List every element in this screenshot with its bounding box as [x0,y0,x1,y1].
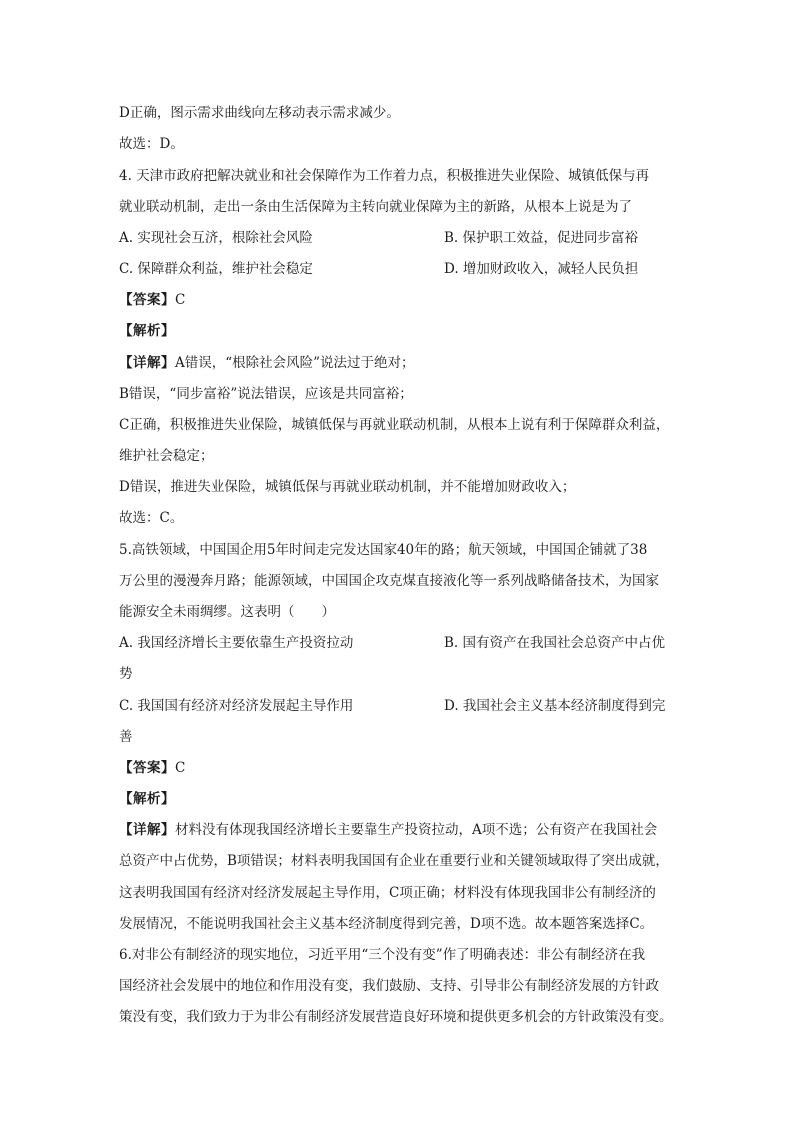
q5-answer-tag: 【答案】 [119,760,175,776]
q5-answer-value: C [175,760,186,776]
q5-answer-line [119,759,185,777]
q5-detail-line-2: 总资产中占优势，B项错误；材料表明我国国有企业在重要行业和关键领域取得了突出成就， [119,853,669,869]
q6-stem-line-1: 6.对非公有制经济的现实地位，习近平用“三个没有变”作了明确表述：非公有制经济在我 [119,947,646,963]
q5-detail-line-4: 发展情况，不能说明我国社会主义基本经济制度得到完善，D项不选。故本题答案选择C。 [119,916,654,932]
q4-detail-line-1 [119,354,415,372]
q5-option-c: C. 我国国有经济对经济发展起主导作用 [119,698,354,714]
q4-conclusion: 故选：C。 [119,510,184,526]
q5-stem-line-1: 5.高铁领域，中国国企用5年时间走完发达国家40年的路；航天领域，中国国企铺就了38 [119,542,648,558]
q5-option-d-line-1: D. 我国社会主义基本经济制度得到完 [444,698,666,714]
q5-stem-line-2: 万公里的漫漫奔月路；能源领域，中国国企攻克煤直接液化等一系列战略储备技术，为国家 [119,573,659,589]
q4-answer-value: C [175,292,186,308]
q4-detail-text-1: A错误，“根除社会风险”说法过于绝对； [175,355,415,371]
q5-detail-line-1 [119,821,657,839]
q4-option-c: C. 保障群众利益，维护社会稳定 [119,261,313,277]
q4-detail-line-2: B错误，“同步富裕”说法错误，应该是共同富裕； [119,386,413,402]
q4-stem-line-2: 就业联动机制，走出一条由生活保障为主转向就业保障为主的新路，从根本上说是为了 [119,199,632,215]
q4-answer-line [119,291,185,309]
q5-detail-line-3: 这表明我国国有经济对经济发展起主导作用，C项正确；材料没有体现我国非公有制经济的 [119,885,656,901]
q5-analysis-tag: 【解析】 [119,791,175,807]
intro-line-2: 故选：D。 [119,136,184,152]
q5-stem-line-3: 能源安全未雨绸缪。这表明（ ） [119,604,335,620]
q5-option-b-line-2: 势 [119,666,133,682]
intro-line-1: D正确，图示需求曲线向左移动表示需求减少。 [119,105,400,121]
q5-detail-tag: 【详解】 [119,822,175,838]
q4-stem-line-1: 4. 天津市政府把解决就业和社会保障作为工作着力点，积极推进失业保险、城镇低保与再 [119,168,650,184]
q5-option-b-line-1: B. 国有资产在我国社会总资产中占优 [444,635,666,651]
q4-detail-line-5: D错误，推进失业保险，城镇低保与再就业联动机制，并不能增加财政收入； [119,479,576,495]
q4-detail-line-4: 维护社会稳定； [119,448,214,464]
q4-option-d: D. 增加财政收入，减轻人民负担 [444,261,639,277]
q5-detail-text-1: 材料没有体现我国经济增长主要靠生产投资拉动，A项不选；公有资产在我国社会 [175,822,658,838]
q4-detail-tag: 【详解】 [119,355,175,371]
q4-analysis-tag: 【解析】 [119,323,175,339]
q4-option-a: A. 实现社会互济，根除社会风险 [119,230,313,246]
q6-stem-line-3: 策没有变，我们致力于为非公有制经济发展营造良好环境和提供更多机会的方针政策没有变。 [119,1009,673,1025]
q5-option-a: A. 我国经济增长主要依靠生产投资拉动 [119,635,354,651]
q4-detail-line-3: C正确，积极推进失业保险，城镇低保与再就业联动机制，从根本上说有利于保障群众利益， [119,417,670,433]
q5-option-d-line-2: 善 [119,729,133,745]
q6-stem-line-2: 国经济社会发展中的地位和作用没有变，我们鼓励、支持、引导非公有制经济发展的方针政 [119,978,659,994]
q4-answer-tag: 【答案】 [119,292,175,308]
q4-option-b: B. 保护职工效益，促进同步富裕 [444,230,639,246]
